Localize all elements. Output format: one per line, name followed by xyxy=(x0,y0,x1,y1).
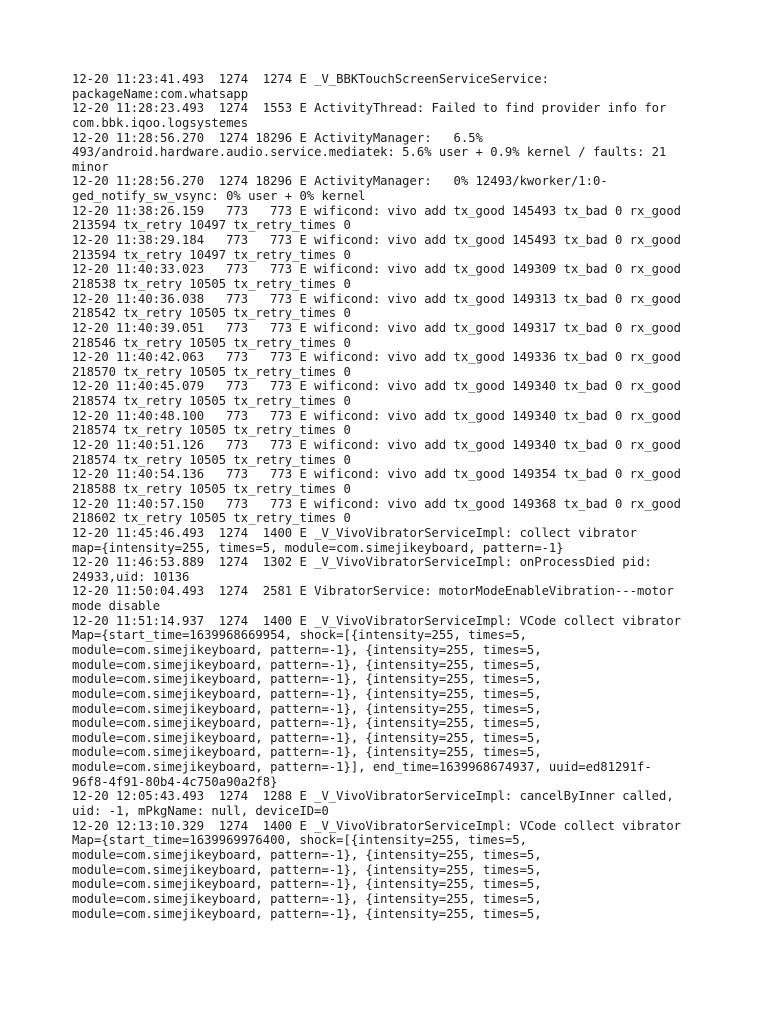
log-line: packageName:com.whatsapp xyxy=(72,86,249,101)
log-line: module=com.simejikeyboard, pattern=-1}, {intensity=255, times=5, xyxy=(72,716,542,731)
log-line: module=com.simejikeyboard, pattern=-1}, {intensity=255, times=5, xyxy=(72,672,542,687)
log-line: 12-20 12:05:43.493 1274 1288 E _V_VivoVibratorServiceImpl: cancelByInner called, xyxy=(72,789,674,804)
log-line: 12-20 11:28:23.493 1274 1553 E ActivityThread: Failed to find provider info for xyxy=(72,101,667,116)
log-line: module=com.simejikeyboard, pattern=-1}], end_time=1639968674937, uuid=ed81291f- xyxy=(72,760,652,775)
log-line: 213594 tx_retry 10497 tx_retry_times 0 xyxy=(72,247,351,262)
log-line: module=com.simejikeyboard, pattern=-1}, {intensity=255, times=5, xyxy=(72,701,542,716)
log-line: 218542 tx_retry 10505 tx_retry_times 0 xyxy=(72,306,351,321)
log-line: 12-20 11:40:54.136 773 773 E wificond: vivo add tx_good 149354 tx_bad 0 rx_good xyxy=(72,467,682,482)
log-line: 12-20 11:40:36.038 773 773 E wificond: vivo add tx_good 149313 tx_bad 0 rx_good xyxy=(72,291,682,306)
log-line: 12-20 11:40:39.051 773 773 E wificond: vivo add tx_good 149317 tx_bad 0 rx_good xyxy=(72,320,682,335)
log-line: ged_notify_sw_vsync: 0% user + 0% kernel xyxy=(72,189,366,204)
log-line: 12-20 11:46:53.889 1274 1302 E _V_VivoVibratorServiceImpl: onProcessDied pid: xyxy=(72,555,652,570)
log-line: module=com.simejikeyboard, pattern=-1}, {intensity=255, times=5, xyxy=(72,686,542,701)
log-line: module=com.simejikeyboard, pattern=-1}, {intensity=255, times=5, xyxy=(72,906,542,921)
log-line: 12-20 11:40:57.150 773 773 E wificond: vivo add tx_good 149368 tx_bad 0 rx_good xyxy=(72,496,682,511)
log-line: 12-20 11:40:48.100 773 773 E wificond: vivo add tx_good 149340 tx_bad 0 rx_good xyxy=(72,408,682,423)
log-line: 12-20 11:40:51.126 773 773 E wificond: vivo add tx_good 149340 tx_bad 0 rx_good xyxy=(72,438,682,453)
log-line: 493/android.hardware.audio.service.mediatek: 5.6% user + 0.9% kernel / faults: 21 xyxy=(72,145,667,160)
log-line: 12-20 11:23:41.493 1274 1274 E _V_BBKTouchScreenServiceService: xyxy=(72,72,549,86)
log-line: 12-20 11:45:46.493 1274 1400 E _V_VivoVibratorServiceImpl: collect vibrator xyxy=(72,525,637,540)
log-line: 218570 tx_retry 10505 tx_retry_times 0 xyxy=(72,364,351,379)
log-line: mode disable xyxy=(72,599,161,614)
log-line: minor xyxy=(72,159,109,174)
log-line: 12-20 11:40:45.079 773 773 E wificond: vivo add tx_good 149340 tx_bad 0 rx_good xyxy=(72,379,682,394)
log-line: module=com.simejikeyboard, pattern=-1}, {intensity=255, times=5, xyxy=(72,745,542,760)
log-line: 218574 tx_retry 10505 tx_retry_times 0 xyxy=(72,394,351,409)
log-line: 12-20 11:28:56.270 1274 18296 E ActivityManager: 0% 12493/kworker/1:0- xyxy=(72,174,608,189)
log-line: 12-20 11:38:29.184 773 773 E wificond: vivo add tx_good 145493 tx_bad 0 rx_good xyxy=(72,233,682,248)
log-line: 12-20 11:51:14.937 1274 1400 E _V_VivoVibratorServiceImpl: VCode collect vibrator xyxy=(72,613,682,628)
log-line: 12-20 12:13:10.329 1274 1400 E _V_VivoVibratorServiceImpl: VCode collect vibrator xyxy=(72,818,682,833)
log-line: 218574 tx_retry 10505 tx_retry_times 0 xyxy=(72,452,351,467)
log-line: module=com.simejikeyboard, pattern=-1}, {intensity=255, times=5, xyxy=(72,862,542,877)
log-line: 12-20 11:28:56.270 1274 18296 E ActivityManager: 6.5% xyxy=(72,130,483,145)
log-line: Map={start_time=1639969976400, shock=[{intensity=255, times=5, xyxy=(72,833,527,848)
log-line: map={intensity=255, times=5, module=com.simejikeyboard, pattern=-1} xyxy=(72,540,564,555)
log-line: 218538 tx_retry 10505 tx_retry_times 0 xyxy=(72,276,351,291)
log-line: module=com.simejikeyboard, pattern=-1}, {intensity=255, times=5, xyxy=(72,877,542,892)
log-line: module=com.simejikeyboard, pattern=-1}, {intensity=255, times=5, xyxy=(72,657,542,672)
log-line: module=com.simejikeyboard, pattern=-1}, {intensity=255, times=5, xyxy=(72,847,542,862)
log-line: 24933,uid: 10136 xyxy=(72,569,190,584)
log-line: 218588 tx_retry 10505 tx_retry_times 0 xyxy=(72,481,351,496)
log-line: 12-20 11:40:42.063 773 773 E wificond: vivo add tx_good 149336 tx_bad 0 rx_good xyxy=(72,350,682,365)
log-text-block xyxy=(72,72,712,921)
log-line: module=com.simejikeyboard, pattern=-1}, {intensity=255, times=5, xyxy=(72,891,542,906)
log-line: 12-20 11:38:26.159 773 773 E wificond: vivo add tx_good 145493 tx_bad 0 rx_good xyxy=(72,203,682,218)
log-line: com.bbk.iqoo.logsystemes xyxy=(72,115,249,130)
log-line: 218546 tx_retry 10505 tx_retry_times 0 xyxy=(72,335,351,350)
log-line: 96f8-4f91-80b4-4c750a90a2f8} xyxy=(72,774,278,789)
log-line: Map={start_time=1639968669954, shock=[{intensity=255, times=5, xyxy=(72,628,527,643)
log-line: 12-20 11:50:04.493 1274 2581 E VibratorService: motorModeEnableVibration---motor xyxy=(72,584,674,599)
log-line: 218574 tx_retry 10505 tx_retry_times 0 xyxy=(72,423,351,438)
log-line: module=com.simejikeyboard, pattern=-1}, {intensity=255, times=5, xyxy=(72,730,542,745)
log-line: module=com.simejikeyboard, pattern=-1}, {intensity=255, times=5, xyxy=(72,642,542,657)
log-line: 12-20 11:40:33.023 773 773 E wificond: vivo add tx_good 149309 tx_bad 0 rx_good xyxy=(72,262,682,277)
log-line: 213594 tx_retry 10497 tx_retry_times 0 xyxy=(72,218,351,233)
log-line: 218602 tx_retry 10505 tx_retry_times 0 xyxy=(72,511,351,526)
log-line: uid: -1, mPkgName: null, deviceID=0 xyxy=(72,804,329,819)
